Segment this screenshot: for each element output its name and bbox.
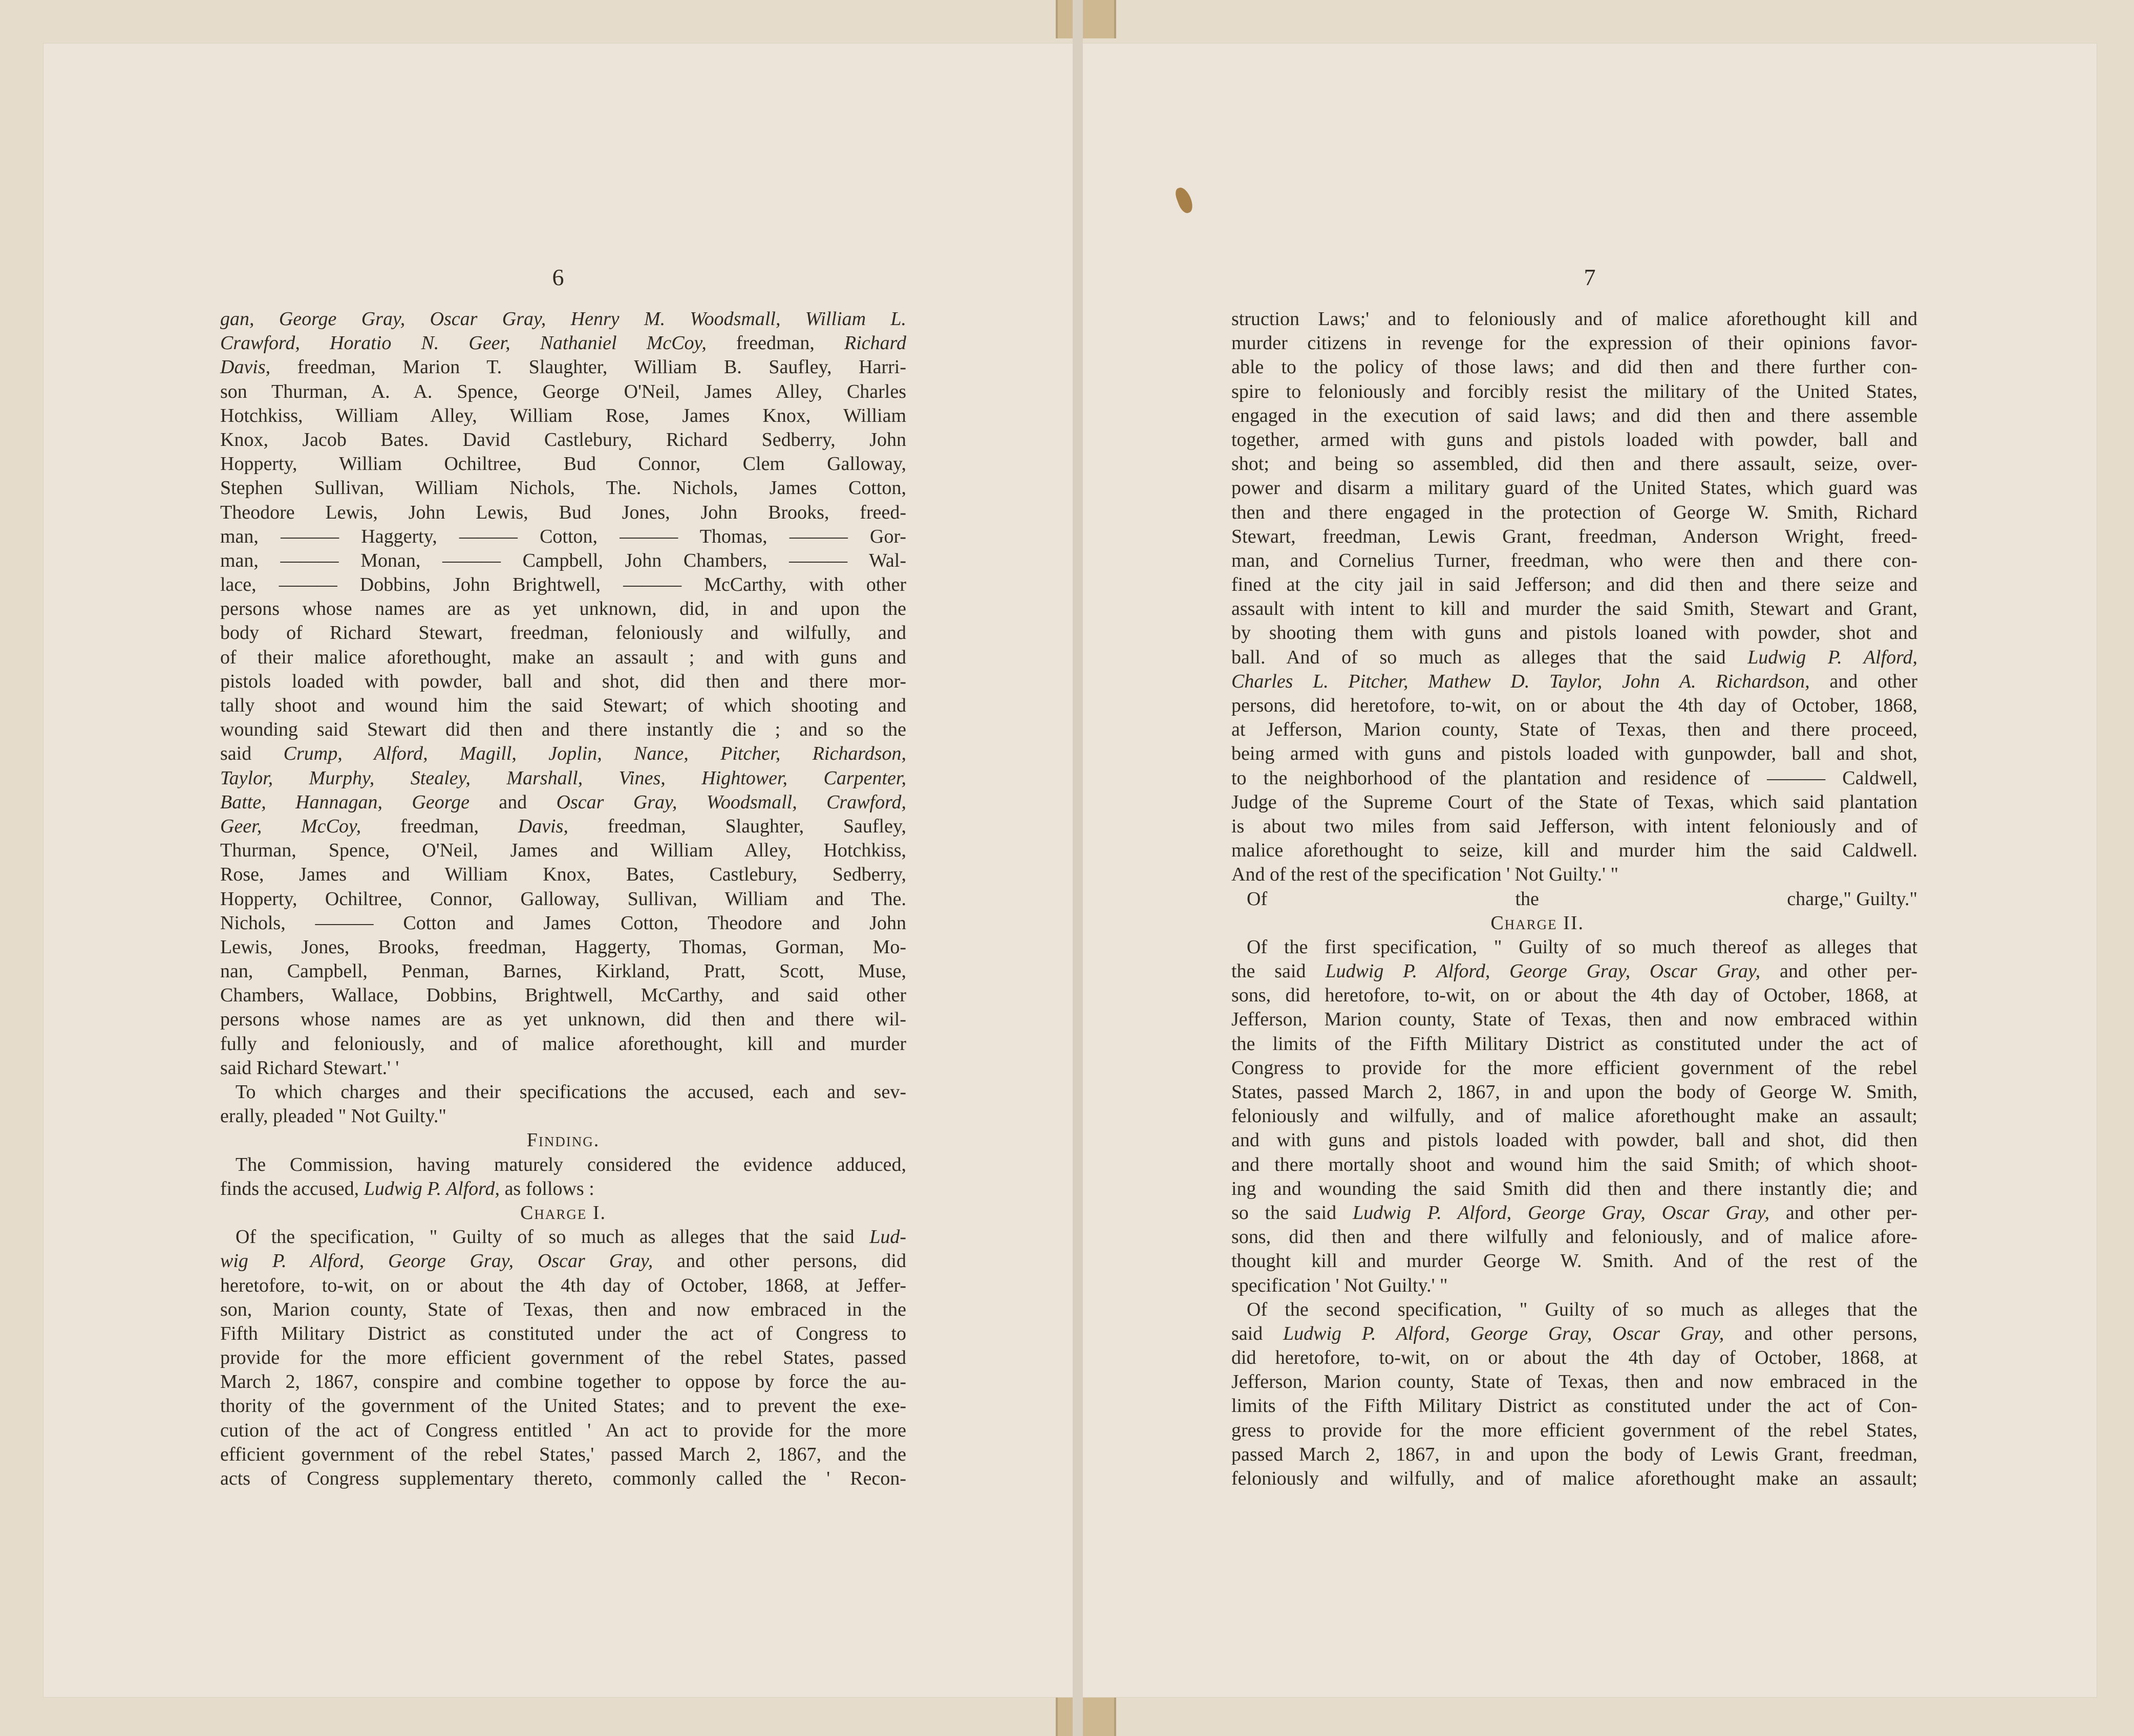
text-line	[220, 1274, 906, 1298]
text-line	[1231, 670, 1917, 694]
text-segment: man, ——— Monan, ——— Campbell, John Chambers, ——— Wal-	[220, 549, 906, 571]
text-segment: at Jefferson, Marion county, State of Texas, then and there proceed,	[1231, 719, 1917, 741]
text-line	[220, 718, 906, 742]
text-line	[220, 887, 906, 911]
text-line	[1231, 935, 1917, 959]
text-line	[220, 331, 906, 355]
text-line	[220, 525, 906, 549]
text-line	[1231, 1201, 1917, 1225]
text-segment: erally, pleaded " Not Guilty."	[220, 1105, 446, 1127]
text-line	[1231, 1153, 1917, 1177]
text-line	[220, 1008, 906, 1032]
text-line	[220, 983, 906, 1008]
text-segment: thought kill and murder George W. Smith. And of the rest of the	[1231, 1250, 1917, 1272]
text-line	[1231, 549, 1917, 573]
text-line	[1231, 863, 1917, 887]
text-segment: and other per-	[1760, 960, 1918, 982]
text-line	[1231, 718, 1917, 742]
text-segment: finds the accused,	[220, 1177, 364, 1199]
text-line	[220, 863, 906, 887]
text-segment: Nichols, ——— Cotton and James Cotton, Theodore and John	[220, 912, 906, 934]
italic-name-segment: wig P. Alford, George Gray, Oscar Gray,	[220, 1250, 653, 1272]
text-segment: fully and feloniously, and of malice aforethought, kill and murder	[220, 1033, 906, 1055]
text-segment: Knox, Jacob Bates. David Castlebury, Richard Sedberry, John	[220, 428, 906, 451]
text-segment: and other persons,	[1724, 1322, 1918, 1344]
text-segment: persons whose names are as yet unknown, did, in and upon the	[220, 598, 906, 620]
text-line	[1231, 621, 1917, 645]
text-line	[1231, 1443, 1917, 1467]
section-heading	[220, 1128, 906, 1152]
text-segment: persons whose names are as yet unknown, did then and there wil-	[220, 1009, 906, 1031]
text-segment: fined at the city jail in said Jefferson; and did then and there seize and	[1231, 574, 1917, 596]
text-segment: To which charges and their specifications the accused, each and sev-	[236, 1081, 906, 1103]
left-text-column	[220, 307, 906, 1491]
italic-name-segment: Ludwig P. Alford, George Gray, Oscar Gray,	[1325, 960, 1761, 982]
text-line	[1231, 1322, 1917, 1346]
text-line	[220, 694, 906, 718]
right-page	[1083, 44, 2097, 1697]
text-line	[1231, 452, 1917, 476]
text-segment: States, passed March 2, 1867, in and upon the body of George W. Smith,	[1231, 1081, 1917, 1103]
text-line	[220, 670, 906, 694]
text-segment: Charge I.	[520, 1202, 606, 1224]
text-segment: ing and wounding the said Smith did then and there instantly die; and	[1231, 1177, 1917, 1199]
text-line	[220, 573, 906, 597]
text-line	[220, 790, 906, 815]
text-line	[1231, 573, 1917, 597]
italic-name-segment: Oscar Gray, Woodsmall, Crawford,	[556, 791, 906, 813]
text-segment: wounding said Stewart did then and there instantly die ; and so the	[220, 719, 906, 741]
text-line	[220, 307, 906, 331]
text-line	[1231, 404, 1917, 428]
text-segment: freedman,	[361, 815, 518, 837]
text-segment: is about two miles from said Jefferson, with intent feloniously and of	[1231, 815, 1917, 837]
text-line	[1231, 694, 1917, 718]
text-segment: and other	[1809, 670, 1917, 692]
italic-name-segment: Charles L. Pitcher, Mathew D. Taylor, John A. Richardson,	[1231, 670, 1810, 692]
text-line	[220, 1443, 906, 1467]
section-heading	[1231, 911, 1917, 935]
text-segment: Of the second specification, " Guilty of so much as alleges that the	[1247, 1298, 1917, 1320]
text-segment: Of the charge,	[1247, 888, 1844, 910]
text-segment: murder citizens in revenge for the expression of their opinions favor-	[1231, 332, 1917, 354]
text-segment: tally shoot and wound him the said Stewart; of which shooting and	[220, 695, 906, 716]
text-line	[220, 621, 906, 645]
text-line	[1231, 766, 1917, 790]
text-line	[220, 1467, 906, 1491]
text-segment: Rose, James and William Knox, Bates, Castlebury, Sedberry,	[220, 864, 906, 886]
text-segment: Jefferson, Marion county, State of Texas, then and now embraced in the	[1231, 1371, 1917, 1393]
text-line	[1231, 790, 1917, 815]
italic-name-segment: Ludwig P. Alford, George Gray, Oscar Gray,	[1353, 1202, 1770, 1224]
text-segment: body of Richard Stewart, freedman, feloniously and wilfully, and	[220, 622, 906, 644]
text-segment: man, and Cornelius Turner, freedman, who were then and there con-	[1231, 549, 1917, 571]
text-line	[1231, 646, 1917, 670]
text-line	[220, 380, 906, 404]
text-segment: son, Marion county, State of Texas, then and now embraced in the	[220, 1298, 906, 1320]
text-segment: said Richard Stewart.' '	[220, 1057, 399, 1079]
text-segment: assault with intent to kill and murder the said Smith, Stewart and Grant,	[1231, 598, 1917, 620]
text-segment: provide for the more efficient government of the rebel States, passed	[220, 1347, 906, 1369]
text-line	[1231, 1080, 1917, 1104]
text-line	[220, 1346, 906, 1370]
text-line	[1231, 476, 1917, 500]
text-segment: and other persons, did	[653, 1250, 906, 1272]
text-segment: the said	[1231, 960, 1326, 982]
page-number-right: 7	[1584, 264, 1596, 290]
text-segment: And of the rest of the specification ' Not Guilty.' "	[1231, 864, 1618, 886]
text-line	[1231, 1419, 1917, 1443]
text-line	[220, 1370, 906, 1394]
italic-name-segment: Ludwig P. Alford,	[1747, 646, 1917, 668]
text-segment: and	[469, 791, 557, 813]
text-line	[220, 815, 906, 839]
text-line	[1231, 1032, 1917, 1056]
text-line	[1231, 1467, 1917, 1491]
text-segment: said	[220, 743, 284, 765]
text-line	[220, 1298, 906, 1322]
text-segment: together, armed with guns and pistols loaded with powder, ball and	[1231, 428, 1917, 451]
text-line	[220, 1249, 906, 1273]
text-line	[1231, 525, 1917, 549]
text-segment: thority of the government of the United States; and to prevent the exe-	[220, 1395, 906, 1417]
text-line	[220, 959, 906, 983]
text-line	[220, 1177, 906, 1201]
text-line	[1231, 1225, 1917, 1249]
text-segment: specification ' Not Guilty.' "	[1231, 1274, 1448, 1296]
text-segment: Judge of the Supreme Court of the State of Texas, which said plantation	[1231, 791, 1917, 813]
text-line	[220, 839, 906, 863]
italic-name-segment: Crawford, Horatio N. Geer, Nathaniel McCoy,	[220, 332, 707, 354]
text-line	[1231, 1274, 1917, 1298]
text-segment: malice aforethought to seize, kill and murder him the said Caldwell.	[1231, 840, 1917, 862]
text-line	[1231, 1177, 1917, 1201]
text-line	[220, 911, 906, 935]
text-segment: feloniously and wilfully, and of malice aforethought make an assault;	[1231, 1468, 1917, 1489]
text-line	[1231, 959, 1917, 983]
right-text-column	[1231, 307, 1917, 1491]
text-segment: and other per-	[1769, 1202, 1918, 1224]
text-line	[1231, 1370, 1917, 1394]
italic-name-segment: Crump, Alford, Magill, Joplin, Nance, Pitcher, Richardson,	[283, 743, 906, 765]
text-segment: shot; and being so assembled, did then and there assault, seize, over-	[1231, 453, 1917, 475]
text-segment: Hopperty, Ochiltree, Connor, Galloway, Sullivan, William and The.	[220, 888, 906, 910]
text-line	[220, 1394, 906, 1418]
text-line	[220, 1104, 906, 1128]
text-segment: cution of the act of Congress entitled ' An act to provide for the more	[220, 1419, 906, 1441]
text-line	[220, 766, 906, 790]
text-segment: Hotchkiss, William Alley, William Rose, James Knox, William	[220, 404, 906, 426]
text-segment: of their malice aforethought, make an assault ; and with guns and	[220, 646, 906, 668]
text-segment: persons, did heretofore, to-wit, on or about the 4th day of October, 1868,	[1231, 695, 1917, 716]
left-page	[44, 44, 1073, 1697]
text-segment: Charge II.	[1490, 912, 1584, 934]
text-segment: by shooting them with guns and pistols loaned with powder, shot and	[1231, 622, 1917, 644]
text-line	[220, 452, 906, 476]
text-segment: pistols loaded with powder, ball and shot, did then and there mor-	[220, 670, 906, 692]
text-line	[1231, 1008, 1917, 1032]
text-line	[220, 1153, 906, 1177]
text-line	[1231, 1056, 1917, 1080]
text-segment: spire to feloniously and forcibly resist the military of the United States,	[1231, 380, 1917, 402]
text-segment: lace, ——— Dobbins, John Brightwell, ——— McCarthy, with other	[220, 574, 906, 596]
text-line	[220, 476, 906, 500]
text-line	[1231, 839, 1917, 863]
text-line	[220, 355, 906, 379]
text-line	[1231, 1104, 1917, 1128]
text-line	[1231, 1346, 1917, 1370]
text-segment: Of the specification, " Guilty of so much as alleges that the said	[236, 1226, 870, 1248]
text-segment: freedman, Slaughter, Saufley,	[568, 815, 906, 837]
text-line	[220, 549, 906, 573]
text-segment: ball. And of so much as alleges that the said	[1231, 646, 1748, 668]
text-line	[1231, 983, 1917, 1008]
text-segment: and with guns and pistols loaded with powder, ball and shot, did then	[1231, 1129, 1917, 1151]
text-line	[1231, 815, 1917, 839]
italic-name-segment: Richard	[844, 332, 906, 354]
text-segment: man, ——— Haggerty, ——— Cotton, ——— Thomas, ——— Gor-	[220, 525, 906, 547]
text-segment: Theodore Lewis, John Lewis, Bud Jones, John Brooks, freed-	[220, 501, 906, 523]
text-segment: freedman, Marion T. Slaughter, William B. Saufley, Harri-	[270, 356, 906, 378]
text-segment: Lewis, Jones, Brooks, freedman, Haggerty, Thomas, Gorman, Mo-	[220, 936, 906, 958]
text-line	[220, 1419, 906, 1443]
section-heading	[220, 1201, 906, 1225]
text-segment: Thurman, Spence, O'Neil, James and William Alley, Hotchkiss,	[220, 840, 906, 862]
italic-name-segment: Lud-	[869, 1226, 906, 1248]
text-segment: nan, Campbell, Penman, Barnes, Kirkland, Pratt, Scott, Muse,	[220, 960, 906, 982]
text-line	[220, 1032, 906, 1056]
text-segment: Jefferson, Marion county, State of Texas, then and now embraced within	[1231, 1009, 1917, 1031]
text-segment: Congress to provide for the more efficient government of the rebel	[1231, 1057, 1917, 1079]
text-segment: so the said	[1231, 1202, 1353, 1224]
text-segment: sons, did then and there wilfully and feloniously, and of malice afore-	[1231, 1226, 1917, 1248]
text-line	[1231, 1249, 1917, 1273]
italic-name-segment: Ludwig P. Alford,	[364, 1177, 500, 1199]
text-segment: heretofore, to-wit, on or about the 4th day of October, 1868, at Jeffer-	[220, 1274, 906, 1296]
text-line	[1231, 597, 1917, 621]
text-line	[1231, 742, 1917, 766]
text-segment: efficient government of the rebel States,' passed March 2, 1867, and the	[220, 1443, 906, 1465]
text-line	[220, 597, 906, 621]
text-segment: acts of Congress supplementary thereto, commonly called the ' Recon-	[220, 1468, 906, 1489]
text-line	[1231, 307, 1917, 331]
text-segment: did heretofore, to-wit, on or about the 4th day of October, 1868, at	[1231, 1347, 1917, 1369]
italic-name-segment: Geer, McCoy,	[220, 815, 361, 837]
text-line	[1231, 501, 1917, 525]
text-segment: to the neighborhood of the plantation and residence of ——— Caldwell,	[1231, 767, 1917, 789]
text-segment: freedman,	[706, 332, 844, 354]
italic-name-segment: Davis,	[220, 356, 271, 378]
page-number-left: 6	[552, 264, 564, 290]
text-line	[220, 404, 906, 428]
text-segment: said	[1231, 1322, 1283, 1344]
text-segment: then and there engaged in the protection of George W. Smith, Richard	[1231, 501, 1917, 523]
text-segment: feloniously and wilfully, and of malice aforethought make an assault;	[1231, 1105, 1917, 1127]
text-segment: as follows :	[500, 1177, 594, 1199]
text-segment: son Thurman, A. A. Spence, George O'Neil, James Alley, Charles	[220, 380, 906, 402]
text-line	[220, 428, 906, 452]
text-line	[220, 1225, 906, 1249]
text-segment: Finding.	[526, 1129, 600, 1151]
text-line	[1231, 428, 1917, 452]
italic-name-segment: Davis,	[518, 815, 568, 837]
text-line	[1231, 1298, 1917, 1322]
text-line	[1231, 1394, 1917, 1418]
text-segment: March 2, 1867, conspire and combine together to oppose by force the au-	[220, 1371, 906, 1393]
text-segment: engaged in the execution of said laws; and did then and there assemble	[1231, 404, 1917, 426]
text-segment: Fifth Military District as constituted under the act of Congress to	[220, 1322, 906, 1344]
text-line	[220, 646, 906, 670]
italic-name-segment: Taylor, Murphy, Stealey, Marshall, Vines, Hightower, Carpenter,	[220, 767, 906, 789]
text-line	[1231, 331, 1917, 355]
text-segment: being armed with guns and pistols loaded with gunpowder, ball and shot,	[1231, 743, 1917, 765]
text-segment: struction Laws;' and to feloniously and of malice aforethought kill and	[1231, 308, 1917, 330]
text-segment: limits of the Fifth Military District as constituted under the act of Con-	[1231, 1395, 1917, 1417]
binding-tape-bottom	[1056, 1697, 1116, 1736]
text-line	[220, 1056, 906, 1080]
text-line	[220, 935, 906, 959]
text-line	[220, 501, 906, 525]
italic-name-segment: Ludwig P. Alford, George Gray, Oscar Gray,	[1283, 1322, 1724, 1344]
text-line	[220, 1322, 906, 1346]
text-line	[1231, 355, 1917, 379]
text-line	[1231, 380, 1917, 404]
text-line	[1231, 1128, 1917, 1152]
text-segment: the limits of the Fifth Military District as constituted under the act of	[1231, 1033, 1917, 1055]
text-line	[220, 1080, 906, 1104]
text-segment: Hopperty, William Ochiltree, Bud Connor, Clem Galloway,	[220, 453, 906, 475]
text-line	[1231, 887, 1917, 911]
text-segment: Of the first specification, " Guilty of so much thereof as alleges that	[1247, 936, 1917, 958]
text-segment: power and disarm a military guard of the United States, which guard was	[1231, 477, 1917, 499]
text-segment: passed March 2, 1867, in and upon the body of Lewis Grant, freedman,	[1231, 1443, 1917, 1465]
binding-tape-top	[1056, 0, 1116, 38]
text-segment: Stewart, freedman, Lewis Grant, freedman, Anderson Wright, freed-	[1231, 525, 1917, 547]
text-segment: " Guilty."	[1843, 888, 1917, 910]
text-segment: gress to provide for the more efficient government of the rebel States,	[1231, 1419, 1917, 1441]
italic-name-segment: Batte, Hannagan, George	[220, 791, 470, 813]
text-segment: sons, did heretofore, to-wit, on or about the 4th day of October, 1868, at	[1231, 984, 1917, 1006]
italic-name-segment: gan, George Gray, Oscar Gray, Henry M. Woodsmall, William L.	[220, 308, 906, 330]
text-line	[220, 742, 906, 766]
text-segment: The Commission, having maturely considered the evidence adduced,	[236, 1153, 906, 1175]
text-segment: and there mortally shoot and wound him the said Smith; of which shoot-	[1231, 1153, 1917, 1175]
page-gutter	[1073, 0, 1083, 1736]
text-segment: Stephen Sullivan, William Nichols, The. Nichols, James Cotton,	[220, 477, 906, 499]
text-segment: able to the policy of those laws; and did then and there further con-	[1231, 356, 1917, 378]
text-segment: Chambers, Wallace, Dobbins, Brightwell, McCarthy, and said other	[220, 984, 906, 1006]
